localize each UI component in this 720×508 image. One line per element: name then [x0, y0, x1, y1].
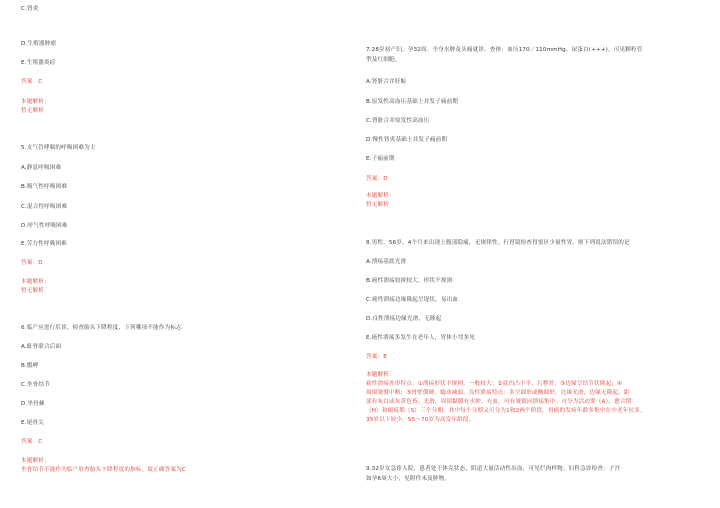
option-e: E.癌性溃疡多发生在老年人，胃体小弯多见: [366, 335, 476, 341]
option-e: E.劳力性呼吸困难: [21, 241, 67, 247]
analysis-label: 本题解析：: [21, 279, 50, 285]
option-a: A.肾脏合并妊娠: [366, 79, 407, 85]
analysis-text: 坐骨结节不能作为临产肛查胎头下降程度的指标。故正确答案为C: [21, 467, 186, 473]
question-8: 8.男性，56岁。4个月来出现上腹部隐痛，无规律性。行胃镜检查胃窦区少量性胃。则下列说法错误的是: [366, 240, 630, 246]
option-d: D.坐骨棘: [21, 401, 45, 407]
question-7: 7.28岁初产妇，孕32周。全身水肿及头痛就诊。查体：血压170／110mmHg，尿蛋白(+++)，可见颗粒管: [366, 47, 643, 53]
answer: 答案：C: [21, 79, 43, 85]
option-d: D.呼气性呼吸困难: [21, 223, 68, 229]
analysis-label: 本题解析：: [366, 372, 395, 378]
option-d: D.慢性肾炎基础上并发子痫前期: [366, 137, 448, 143]
analysis-text: 暂无解析: [21, 108, 44, 114]
question-9: 9.32岁女急诊入院，患者处于休克状态，阴道大量活动性出血，可见烂肉样物。妇科急诊检查：子宫: [366, 466, 621, 472]
analysis-line-4: （H）和瘢痕期（S）三个分期，其中每个分期又可分为1和2两个阶段。胃癌的发病年龄多集中在中老年居多。: [366, 408, 646, 414]
option-b: B.癌性溃疡较拼较大，形状不规则: [366, 278, 453, 284]
option-d: D.生殖器肿瘤: [21, 41, 57, 47]
answer: 答案：D: [366, 176, 388, 182]
option-c: C.肾脏合并原发性高血压: [366, 118, 430, 124]
option-c: C.癌性溃疡边缘隆起呈堤状，易出血: [366, 297, 459, 303]
analysis-line-1: 癌性溃疡外形特点：①溃疡形状不规则，一般较大；②底凹凸不平、污秽苔；③边缘呈结节状隆起；④: [366, 381, 623, 387]
option-d: D.良性溃疡边缘光滑，无隆起: [366, 316, 442, 322]
analysis-label: 本题解析：: [366, 193, 395, 199]
question-9-cont: 如孕6周大小，见附件未及肿物。: [366, 476, 451, 482]
option-c: C.肾炎: [21, 6, 39, 12]
answer: 答案：D: [21, 260, 43, 266]
analysis-label: 本题解析：: [21, 458, 50, 464]
question-6: 6.临产应进行肛诊，检查胎头下降程度，下列哪项不能作为标志: [21, 325, 182, 331]
answer: 答案：C: [21, 439, 43, 445]
option-b: B.原发性高血压基础上并发子痫前期: [366, 99, 459, 105]
option-a: A.耻骨联合后面: [21, 344, 62, 350]
analysis-text: 暂无解析: [21, 288, 44, 294]
question-7-cont: 型及红细胞。: [366, 57, 401, 63]
option-c: C.坐骨结节: [21, 382, 50, 388]
option-b: B.吸气性呼吸困难: [21, 184, 68, 190]
answer: 答案：E: [366, 354, 387, 360]
analysis-line-2: 周围皱襞中断；⑤胃壁僵硬、蠕动减弱。良性溃疡特点：多呈圆形或椭圆形，边缘光滑，边缘无隆起，距: [366, 390, 630, 396]
option-c: C.混合性呼吸困难: [21, 204, 68, 210]
analysis-line-5: 35岁以下较少。55～70岁为高发年龄段。: [366, 417, 475, 423]
option-e: E.生殖器炎症: [21, 60, 56, 66]
option-a: A.溃疡基底光滑: [366, 259, 407, 265]
analysis-label: 本题解析：: [21, 99, 50, 105]
option-e: E.子痫前期: [366, 156, 395, 162]
option-b: B.骶岬: [21, 363, 39, 369]
analysis-text: 暂无解析: [366, 202, 389, 208]
option-a: A.静息呼吸困难: [21, 165, 62, 171]
analysis-line-3: 部有灰白或灰黄色苔、光滑，周围黏膜有水肿、充血，可有皱襞向溃疡集中。可分为活动期（A）、愈合期: [366, 399, 632, 405]
question-5: 5.支气管哮喘的呼吸困难为主: [21, 145, 96, 151]
option-e: E.尾骨尖: [21, 420, 44, 426]
